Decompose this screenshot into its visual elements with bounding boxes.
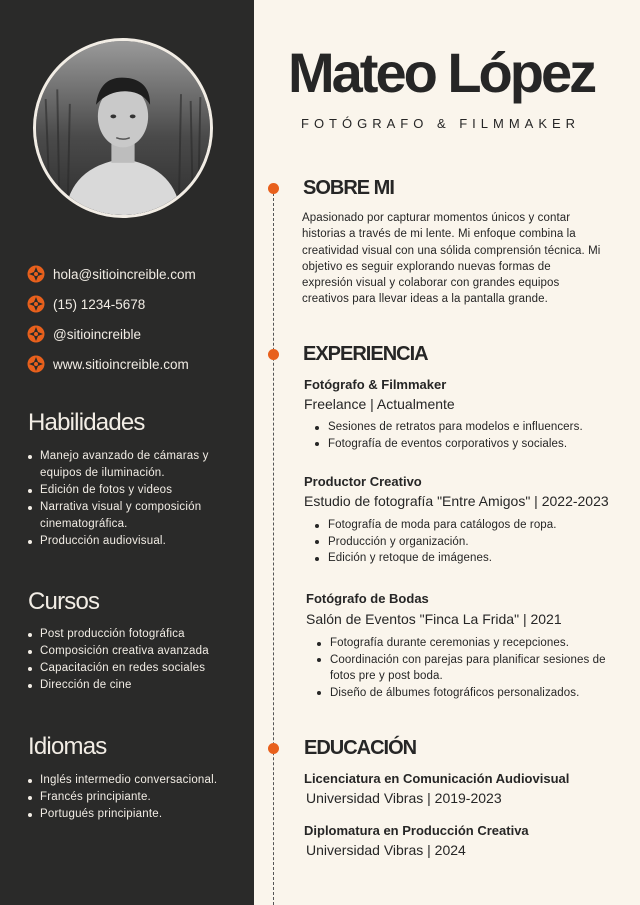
- skills-heading: Habilidades: [28, 409, 145, 436]
- list-item: Francés principiante.: [26, 789, 240, 806]
- about-text: Apasionado por capturar momentos únicos y contar historias a través de mi lente. Mi enfoque combina la creatividad visual con una sólida comprensión técnica. Mi objetivo es seguir explorando nuevas formas de expresión visual y colaborar con grandes equipos creativos para llevar ideas a la pantalla grande.: [302, 212, 601, 306]
- social-icon: [27, 325, 45, 343]
- list-item: Sesiones de retratos para modelos e influencers.: [312, 419, 612, 436]
- phone-icon: [27, 295, 45, 313]
- contact-phone[interactable]: [27, 289, 247, 319]
- about-heading: SOBRE MI: [303, 177, 394, 199]
- candidate-name: Mateo López: [288, 41, 595, 104]
- job-duties: [312, 419, 612, 452]
- degree-subtitle: Universidad Vibras | 2019-2023: [306, 790, 502, 806]
- list-item: Dirección de cine: [26, 677, 240, 694]
- contact-phone-text: (15) 1234-5678: [53, 296, 146, 312]
- courses-heading: Cursos: [28, 588, 100, 615]
- list-item: Coordinación con parejas para planificar sesiones de fotos pre y post boda.: [314, 652, 614, 685]
- degree-title: Diplomatura en Producción Creativa: [304, 823, 529, 838]
- job-title: Fotógrafo & Filmmaker: [304, 377, 447, 392]
- job-subtitle: Estudio de fotografía "Entre Amigos" | 2022-2023: [304, 493, 609, 509]
- list-item: Producción audiovisual.: [26, 533, 240, 550]
- list-item: Fotografía de eventos corporativos y sociales.: [312, 436, 612, 453]
- languages-heading: Idiomas: [28, 733, 107, 760]
- degree-title: Licenciatura en Comunicación Audiovisual: [304, 771, 570, 786]
- contact-social[interactable]: [27, 319, 247, 349]
- degree-subtitle: Universidad Vibras | 2024: [306, 842, 466, 858]
- list-item: Diseño de álbumes fotográficos personalizados.: [314, 685, 614, 702]
- timeline-dot: [268, 349, 279, 360]
- list-item: Composición creativa avanzada: [26, 643, 240, 660]
- skills-list: [26, 448, 240, 550]
- contact-email-text: hola@sitioincreible.com: [53, 266, 196, 282]
- list-item: Portugués principiante.: [26, 806, 240, 823]
- contact-web-text: www.sitioincreible.com: [53, 356, 189, 372]
- list-item: Manejo avanzado de cámaras y equipos de iluminación.: [26, 448, 240, 482]
- contact-web[interactable]: [27, 349, 247, 379]
- candidate-role: FOTÓGRAFO & FILMMAKER: [301, 116, 581, 131]
- contact-list: [27, 259, 247, 379]
- job-subtitle: Freelance | Actualmente: [304, 396, 455, 412]
- job-duties: [314, 635, 614, 701]
- job-title: Productor Creativo: [304, 474, 422, 489]
- contact-email[interactable]: [27, 259, 247, 289]
- timeline-line: [273, 188, 274, 905]
- languages-list: [26, 772, 240, 823]
- job-subtitle: Salón de Eventos "Finca La Frida" | 2021: [306, 611, 562, 627]
- sidebar: [0, 0, 254, 905]
- main-content: [254, 0, 640, 905]
- experience-heading: EXPERIENCIA: [303, 343, 428, 365]
- web-icon: [27, 355, 45, 373]
- list-item: Narrativa visual y composición cinematográfica.: [26, 499, 240, 533]
- email-icon: [27, 265, 45, 283]
- timeline-dot: [268, 743, 279, 754]
- list-item: Capacitación en redes sociales: [26, 660, 240, 677]
- list-item: Post producción fotográfica: [26, 626, 240, 643]
- person-portrait-icon: [36, 41, 210, 215]
- timeline-dot: [268, 183, 279, 194]
- profile-photo: [33, 38, 213, 218]
- list-item: Fotografía de moda para catálogos de ropa.: [312, 517, 612, 534]
- contact-social-text: @sitioincreible: [53, 326, 141, 342]
- courses-list: [26, 626, 240, 694]
- job-duties: [312, 517, 612, 567]
- education-heading: EDUCACIÓN: [304, 737, 417, 759]
- list-item: Edición y retoque de imágenes.: [312, 550, 612, 567]
- job-title: Fotógrafo de Bodas: [306, 591, 429, 606]
- list-item: Edición de fotos y videos: [26, 482, 240, 499]
- list-item: Fotografía durante ceremonias y recepciones.: [314, 635, 614, 652]
- list-item: Producción y organización.: [312, 534, 612, 551]
- list-item: Inglés intermedio conversacional.: [26, 772, 240, 789]
